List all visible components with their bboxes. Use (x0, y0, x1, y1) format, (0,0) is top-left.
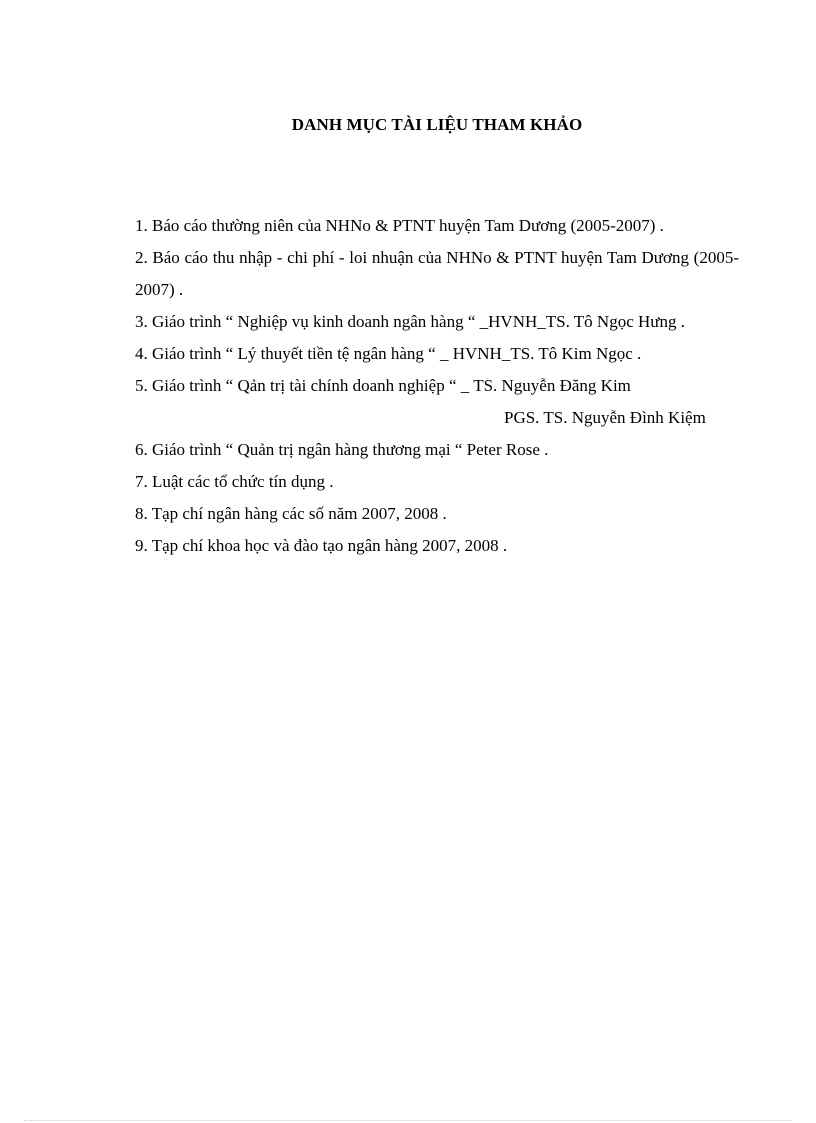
reference-item-5 (135, 370, 739, 434)
reference-item-9: 9. Tạp chí khoa học và đào tạo ngân hàng 2007, 2008 . (135, 536, 508, 555)
reference-item-5-continuation: PGS. TS. Nguyễn Đình Kiệm (504, 408, 706, 427)
reference-item-3: 3. Giáo trình “ Nghiệp vụ kinh doanh ngân hàng “ _HVNH_TS. Tô Ngọc Hưng . (135, 312, 685, 331)
reference-item-8: 8. Tạp chí ngân hàng các số năm 2007, 2008 . (135, 504, 447, 523)
page-title: DANH MỤC TÀI LIỆU THAM KHẢO (291, 115, 583, 134)
reference-item-1: 1. Báo cáo thường niên của NHNo & PTNT huyện Tam Dương (2005-2007) . (135, 216, 664, 235)
reference-item-5-text: 5. Giáo trình “ Qản trị tài chính doanh nghiệp “ _ TS. Nguyễn Đăng Kim (135, 376, 631, 395)
page-bottom-divider (24, 1120, 792, 1121)
reference-item-4: 4. Giáo trình “ Lý thuyết tiền tệ ngân hàng “ _ HVNH_TS. Tô Kim Ngọc . (135, 344, 642, 363)
reference-item-6: 6. Giáo trình “ Quản trị ngân hàng thương mại “ Peter Rose . (135, 440, 549, 459)
reference-item-2: 2. Báo cáo thu nhập - chi phí - loi nhuận của NHNo & PTNT huyện Tam Dương (2005-2007) . (135, 248, 739, 299)
reference-list (135, 210, 739, 562)
reference-item-7: 7. Luật các tổ chức tín dụng . (135, 472, 334, 491)
